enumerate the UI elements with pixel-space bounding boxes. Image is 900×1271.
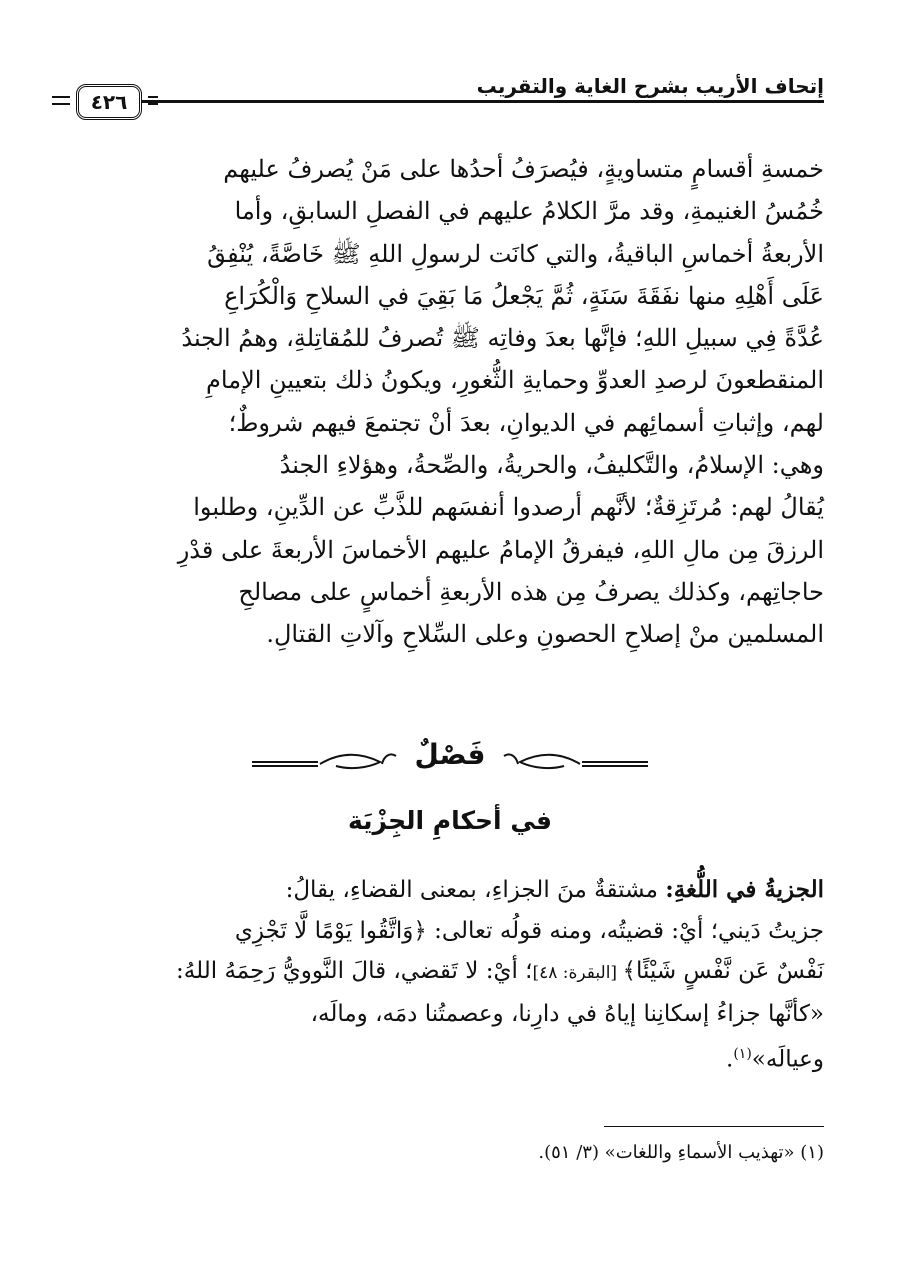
text-line: الأربعةُ أخماسِ الباقيةُ، والتي كانَت لرسولِ اللهِ ﷺ خَاصَّةً، يُنْفِقُ bbox=[207, 239, 824, 268]
header-rule bbox=[76, 100, 824, 103]
definition-paragraph bbox=[76, 870, 824, 1080]
section-ornament bbox=[250, 738, 650, 778]
defined-term: الجزيةُ في اللُّغةِ: bbox=[665, 876, 824, 903]
text-span: ؛ أيْ: لا تَقضي، قالَ النَّوويُّ رَحِمَهُ اللهُ: bbox=[176, 958, 533, 984]
footnote: (١) «تهذيب الأسماءِ واللغات» (٣/ ٥١). bbox=[538, 1142, 824, 1163]
text-line bbox=[76, 1034, 824, 1080]
page-number: ٤٢٦ bbox=[76, 84, 142, 120]
text-line: عَلَى أَهْلِهِ منها نفَقَةَ سَنَةٍ، ثُمَّ يَجْعلُ مَا بَقِيَ في السلاحِ وَالْكُرَاعِ bbox=[224, 281, 824, 310]
text-line: المسلمين منْ إصلاحِ الحصونِ وعلى السِّلاحِ وآلاتِ القتالِ. bbox=[266, 620, 824, 649]
text-line bbox=[76, 870, 824, 911]
page-number-ornament-right bbox=[148, 96, 158, 105]
page-number-ornament-left bbox=[52, 96, 70, 105]
footnote-marker: (١) bbox=[733, 1046, 752, 1062]
text-span: مشتقةٌ منَ الجزاءِ، بمعنى القضاءِ، يقالُ: bbox=[285, 877, 666, 903]
section-subheading: في أحكامِ الجِزْيَة bbox=[348, 806, 552, 835]
text-line: يُقالُ لهم: مُرتَزِقةٌ؛ لأنَّهم أرصدوا أنفسَهم للذَّبِّ عن الدِّينِ، وطلبوا bbox=[193, 493, 824, 522]
text-line bbox=[76, 951, 824, 994]
text-span: وعيالَه» bbox=[751, 1046, 824, 1073]
text-line: خُمُسُ الغنيمةِ، وقد مرَّ الكلامُ عليهم في الفصلِ السابقِ، وأما bbox=[234, 197, 824, 226]
text-line: المنقطعونَ لرصدِ العدوِّ وحمايةِ الثُّغورِ، ويكونُ ذلك بتعيينِ الإمامِ bbox=[206, 366, 824, 395]
page-header bbox=[76, 68, 824, 128]
verse-reference: [البقرة: ٤٨] bbox=[532, 963, 623, 983]
book-title: إتحاف الأريب بشرح الغاية والتقريب bbox=[476, 74, 824, 98]
text-line: «كأنَّها جزاءُ إسكانِنا إياهُ في دارِنا، وعصمتُنا دمَه، ومالَه، bbox=[310, 1000, 824, 1027]
text-line: وهي: الإسلامُ، والتَّكليفُ، والحريةُ، والصِّحةُ، وهؤلاءِ الجندُ bbox=[279, 451, 824, 480]
text-line: لهم، وإثباتِ أسمائِهم في الديوانِ، بعدَ أنْ تجتمعَ فيهم شروطٌ؛ bbox=[228, 408, 824, 437]
footnote-divider bbox=[604, 1126, 824, 1127]
main-paragraph bbox=[76, 148, 824, 656]
text-line: جزيتُ دَيني؛ أيْ: قضيتُه، ومنه قولُه تعالى: ﴿وَاتَّقُوا يَوْمًا لَّا تَجْزِي bbox=[234, 917, 824, 944]
text-line: خمسةِ أقسامٍ متساويةٍ، فيُصرَفُ أحدُها على مَنْ يُصرفُ عليهم bbox=[223, 155, 824, 183]
text-span: . bbox=[726, 1046, 734, 1073]
text-line: الرزقَ مِن مالِ اللهِ، فيفرقُ الإمامُ عليهم الأخماسَ الأربعةَ على قدْرِ bbox=[177, 535, 824, 564]
text-line: عُدَّةً فِي سبيلِ اللهِ؛ فإنَّها بعدَ وفاتِه ﷺ تُصرفُ للمُقاتِلةِ، وهمُ الجندُ bbox=[181, 324, 824, 353]
quran-verse: نَفْسٌ عَن نَّفْسٍ شَيْئًا﴾ bbox=[622, 958, 824, 984]
section-title: فَصْلٌ bbox=[414, 738, 486, 771]
text-line: حاجاتِهم، وكذلك يصرفُ مِن هذه الأربعةِ أخماسٍ على مصالحِ bbox=[238, 577, 824, 606]
